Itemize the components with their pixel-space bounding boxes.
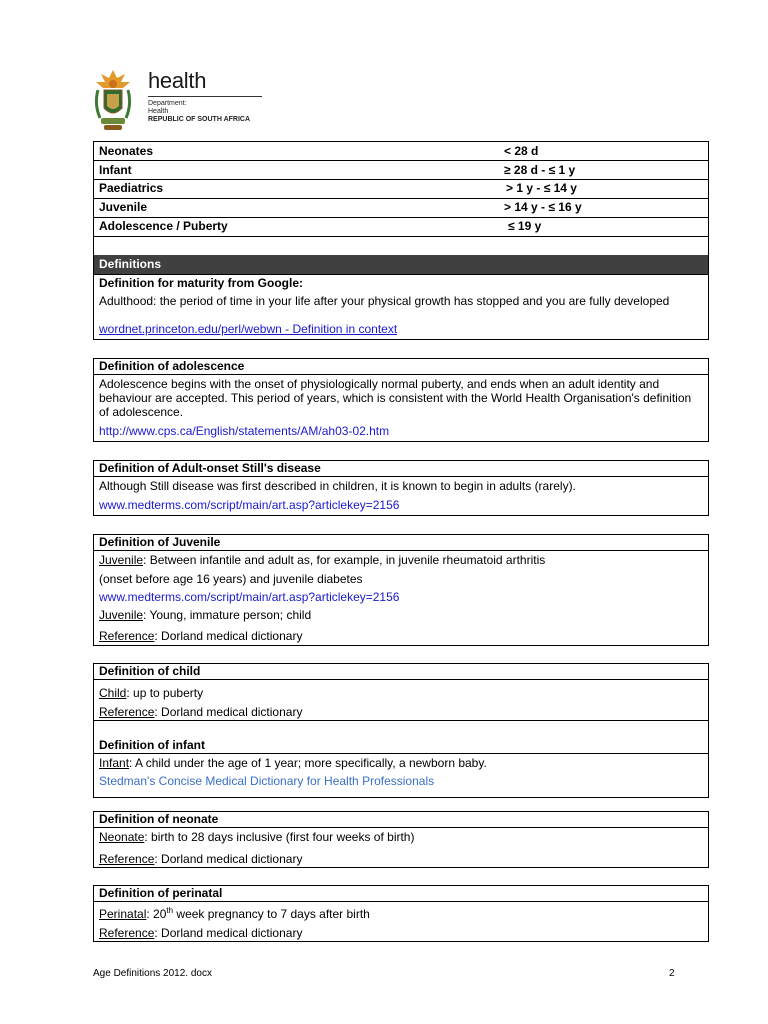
definitions-header: Definitions — [94, 255, 708, 274]
juvenile-def2-text: : Young, immature person; child — [143, 608, 312, 622]
age-value: ≤ 19 y — [508, 219, 542, 233]
adolescence-link[interactable]: http://www.cps.ca/English/statements/AM/ah03-02.htm — [99, 424, 390, 438]
juvenile-def2 — [99, 608, 702, 622]
stills-disease-box — [93, 460, 709, 516]
perinatal-def-post: week pregnancy to 7 days after birth — [173, 907, 370, 921]
perinatal-term: Perinatal — [99, 907, 147, 921]
logo-republic: REPUBLIC OF SOUTH AFRICA — [148, 116, 251, 123]
table-row — [94, 198, 708, 217]
row-divider — [94, 374, 708, 375]
table-row — [94, 142, 708, 161]
footer-page-number: 2 — [669, 968, 675, 979]
adolescence-box — [93, 358, 709, 442]
reference-text: : Dorland medical dictionary — [154, 705, 303, 719]
reference-label: Reference — [99, 852, 155, 866]
child-def-text: : up to puberty — [126, 686, 204, 700]
row-divider — [94, 753, 708, 754]
table-row — [94, 179, 708, 198]
infant-term: Infant — [99, 756, 130, 770]
infant-title: Definition of infant — [99, 738, 205, 752]
age-label: Juvenile — [99, 200, 148, 214]
perinatal-def — [99, 907, 702, 921]
row-divider — [94, 901, 708, 902]
reference-text: : Dorland medical dictionary — [154, 629, 303, 643]
row-divider — [94, 827, 708, 828]
row-divider — [94, 274, 708, 275]
reference-text: : Dorland medical dictionary — [154, 852, 303, 866]
reference-text: : Dorland medical dictionary — [154, 926, 303, 940]
age-label: Adolescence / Puberty — [99, 219, 228, 233]
row-divider — [94, 720, 708, 721]
maturity-link[interactable]: wordnet.princeton.edu/perl/webwn - Definition in context — [99, 322, 398, 336]
reference-label: Reference — [99, 629, 155, 643]
infant-def-text: : A child under the age of 1 year; more specifically, a newborn baby. — [129, 756, 487, 770]
juvenile-term: Juvenile — [99, 608, 144, 622]
child-infant-box — [93, 663, 709, 798]
footer-filename: Age Definitions 2012. docx — [93, 968, 212, 979]
neonate-def — [99, 830, 702, 844]
row-divider — [94, 550, 708, 551]
juvenile-def1 — [99, 553, 702, 567]
age-value: > 14 y - ≤ 16 y — [504, 200, 582, 214]
table-row — [94, 217, 708, 236]
juvenile-reference — [99, 629, 702, 643]
juvenile-link[interactable]: www.medterms.com/script/main/art.asp?articlekey=2156 — [99, 590, 400, 604]
age-definitions-table — [93, 141, 709, 340]
coat-of-arms-icon — [90, 68, 136, 134]
perinatal-title: Definition of perinatal — [99, 886, 223, 900]
juvenile-box — [93, 534, 709, 646]
infant-source[interactable]: Stedman's Concise Medical Dictionary for Health Professionals — [99, 774, 435, 788]
perinatal-box — [93, 885, 709, 942]
logo-divider — [148, 96, 262, 97]
stills-link[interactable]: www.medterms.com/script/main/art.asp?articlekey=2156 — [99, 498, 400, 512]
child-term: Child — [99, 686, 127, 700]
row-divider — [94, 476, 708, 477]
age-value: > 1 y - ≤ 14 y — [506, 181, 577, 195]
age-value: < 28 d — [504, 144, 539, 158]
table-row — [94, 161, 708, 180]
perinatal-sup: th — [166, 906, 174, 915]
logo-department: Department: — [148, 100, 187, 107]
maturity-text: Adulthood: the period of time in your life after your physical growth has stopped and you are fully developed — [99, 294, 670, 308]
perinatal-reference — [99, 926, 702, 940]
perinatal-def-pre: : 20 — [146, 907, 167, 921]
child-def — [99, 686, 702, 700]
reference-label: Reference — [99, 705, 155, 719]
maturity-title: Definition for maturity from Google: — [99, 276, 303, 290]
neonate-term: Neonate — [99, 830, 145, 844]
neonate-title: Definition of neonate — [99, 812, 219, 826]
age-label: Paediatrics — [99, 181, 164, 195]
neonate-def-text: : birth to 28 days inclusive (first four weeks of birth) — [144, 830, 415, 844]
juvenile-def1b: (onset before age 16 years) and juvenile diabetes — [99, 572, 363, 586]
age-label: Neonates — [99, 144, 154, 158]
reference-label: Reference — [99, 926, 155, 940]
row-divider — [94, 236, 708, 237]
neonate-reference — [99, 852, 702, 866]
neonate-box — [93, 811, 709, 868]
stills-text: Although Still disease was first described in children, it is known to begin in adults (rarely). — [99, 479, 576, 493]
child-reference — [99, 705, 702, 719]
logo-wordmark: health — [148, 68, 207, 93]
juvenile-title: Definition of Juvenile — [99, 535, 221, 549]
juvenile-term: Juvenile — [99, 553, 144, 567]
juvenile-def1-text: : Between infantile and adult as, for example, in juvenile rheumatoid arthritis — [143, 553, 546, 567]
age-label: Infant — [99, 163, 132, 177]
infant-def — [99, 756, 702, 770]
logo-health: Health — [148, 108, 169, 115]
adolescence-text: Adolescence begins with the onset of physiologically normal puberty, and ends when an adult identity and behaviour are accepted. This period of years, which is consistent with the World Health Organisation's definition of adolescence. — [99, 377, 692, 419]
row-divider — [94, 679, 708, 680]
adolescence-title: Definition of adolescence — [99, 359, 245, 373]
age-value: ≥ 28 d - ≤ 1 y — [504, 163, 576, 177]
stills-title: Definition of Adult-onset Still's disease — [99, 461, 321, 475]
child-title: Definition of child — [99, 664, 201, 678]
department-of-health-logo — [90, 68, 270, 134]
